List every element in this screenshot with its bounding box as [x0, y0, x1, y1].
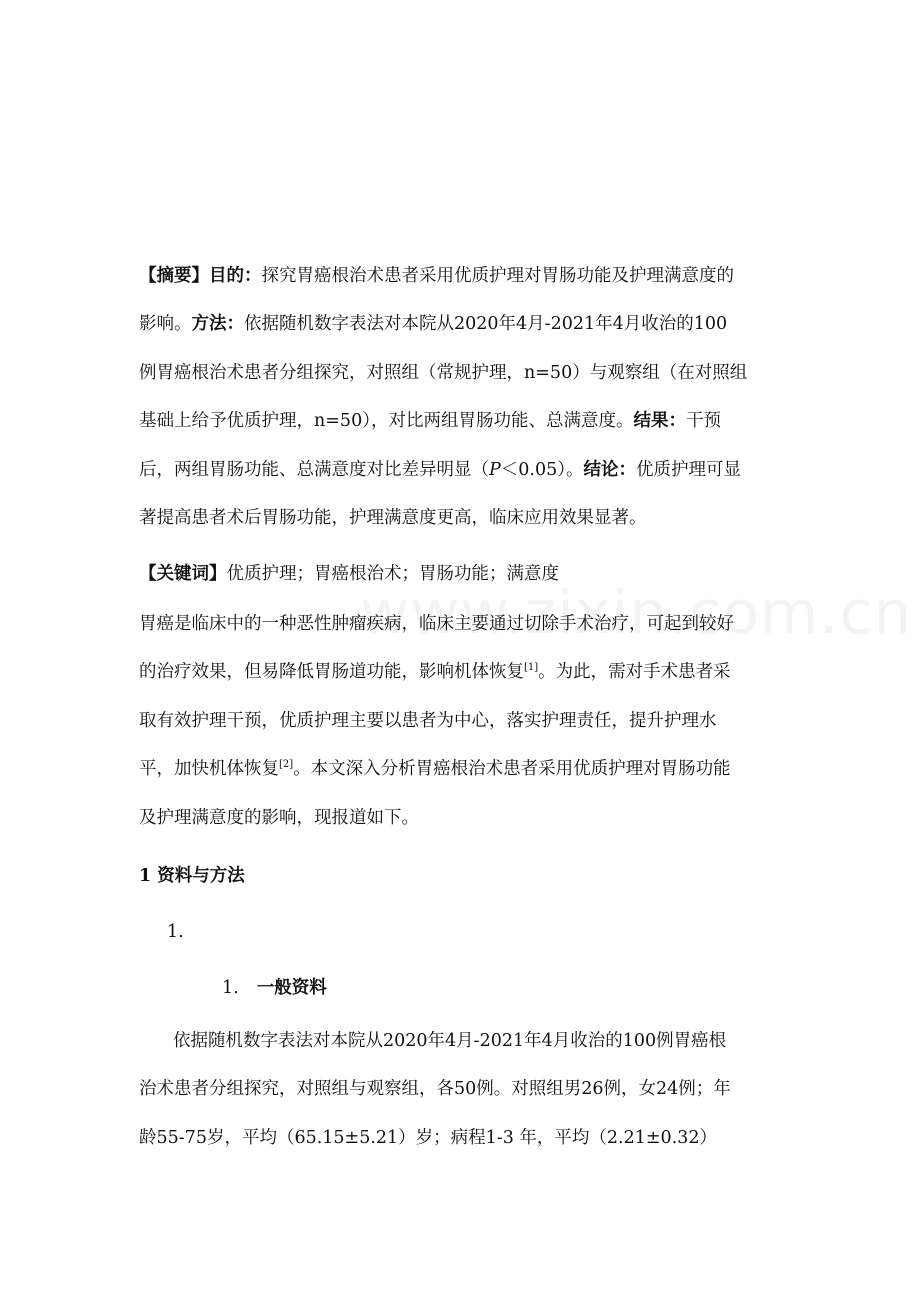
- keywords-label: 【关键词】: [139, 564, 227, 584]
- abstract-text: 后，两组胃肠功能、总满意度对比差异明显（: [139, 459, 489, 480]
- intro-line-5: 及护理满意度的影响，现报道如下。: [139, 807, 419, 828]
- intro-text: 。为此，需对手术患者采: [538, 662, 731, 683]
- intro-text: 的治疗效果，但易降低胃肠道功能，影响机体恢复: [139, 662, 524, 683]
- intro-line-4: [139, 745, 781, 793]
- reference-2[interactable]: [2]: [279, 759, 294, 771]
- abstract-line-4: [139, 397, 781, 445]
- method-label: 方法：: [191, 314, 244, 335]
- general-data-paragraph: [139, 1017, 781, 1162]
- subsubsection-line: [222, 964, 622, 1012]
- intro-text: 。本文深入分析胃癌根治术患者采用优质护理对胃肠功能: [293, 759, 731, 780]
- abstract-text: 依据随机数字表法对本院从2020年4月-2021年4月收治的100: [244, 314, 728, 335]
- subsubsection-number: 1.: [222, 978, 239, 998]
- intro-line-3: 取有效护理干预，优质护理主要以患者为中心，落实护理责任，提升护理水: [139, 710, 717, 731]
- result-label: 结果：: [633, 411, 686, 432]
- abstract-text: 干预: [685, 411, 721, 432]
- abstract-line-5: [139, 446, 781, 494]
- subsubsection-title: 一般资料: [256, 978, 327, 998]
- abstract-line-6: 著提高患者术后胃肠功能，护理满意度更高，临床应用效果显著。: [139, 508, 647, 529]
- purpose-label: 目的：: [209, 266, 262, 286]
- intro-line-2: [139, 648, 781, 696]
- abstract-paragraph: [139, 252, 781, 542]
- subsubsection-heading: [222, 964, 622, 1012]
- abstract-line-1: [139, 252, 781, 300]
- general-line-2: 治术患者分组探究，对照组与观察组，各50例。对照组男26例，女24例；年: [139, 1079, 731, 1100]
- abstract-text: 影响。: [139, 314, 192, 335]
- abstract-label: 【摘要】: [139, 266, 209, 286]
- keywords-text: 优质护理；胃癌根治术；胃肠功能；满意度: [226, 564, 559, 584]
- general-line-3: 龄55-75岁，平均（65.15±5.21）岁；病程1-3 年，平均（2.21±0.32）: [139, 1127, 718, 1148]
- abstract-text: 基础上给予优质护理，n=50），对比两组胃肠功能、总满意度。: [139, 411, 634, 432]
- section-title: 1 资料与方法: [139, 866, 245, 886]
- intro-line-1: 胃癌是临床中的一种恶性肿瘤疾病，临床主要通过切除手术治疗，可起到较好: [139, 614, 734, 634]
- intro-paragraph: [139, 600, 781, 842]
- conclusion-label: 结论：: [583, 459, 636, 480]
- section-heading: [139, 852, 781, 900]
- abstract-text: ＜0.05）。: [500, 459, 584, 480]
- reference-1[interactable]: [1]: [524, 662, 539, 674]
- abstract-text: 探究胃癌根治术患者采用优质护理对胃肠功能及护理满意度的: [261, 266, 734, 286]
- abstract-text: 优质护理可显: [636, 459, 741, 480]
- subsection-number: [167, 908, 809, 956]
- abstract-line-2: [139, 300, 781, 348]
- keywords-paragraph: [139, 550, 781, 598]
- general-line-1: 依据随机数字表法对本院从2020年4月-2021年4月收治的100例胃癌根: [173, 1031, 727, 1051]
- subsection-number-text: 1.: [167, 922, 184, 942]
- p-value-symbol: P: [489, 459, 501, 480]
- abstract-line-3: 例胃癌根治术患者分组探究，对照组（常规护理，n=50）与观察组（在对照组: [139, 362, 748, 383]
- intro-text: 平，加快机体恢复: [139, 759, 279, 780]
- keywords-line: [139, 550, 781, 598]
